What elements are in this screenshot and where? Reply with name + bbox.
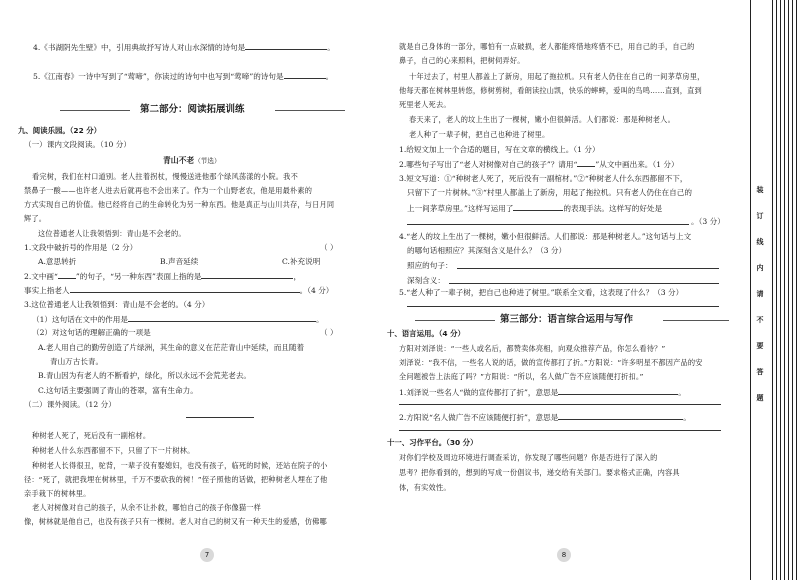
passage-2-cont-line: 十年过去了，村里人都盖上了新房，用起了拖拉机。只有老人仍住在自己的一间茅草房里， <box>409 72 705 81</box>
right-question-5: 5.“老人种了一辈子树，把自己也种进了树里。”联系全文看，这表现了什么？（3 分） <box>399 288 684 297</box>
section-inner-extra-reading: （二）课外阅读。（12 分） <box>24 400 116 409</box>
passage-2-line: 径：“死了，就把我埋在树林里，千万不要砍我的树！”侄子照他的话做，把种树老人埋在了他 <box>24 475 328 484</box>
binding-stripe <box>780 0 781 580</box>
passage-1-line: 方式实现自己的价值。他已经将自己的生命转化为另一种东西。他是真正与山川共存，与日月同 <box>24 200 335 209</box>
q10-sub-1: 1.刘泽说一些名人“做的宣传都打了折”，意思是 。 <box>399 388 686 397</box>
title-answer-line[interactable] <box>186 417 254 418</box>
binding-label: 不 <box>756 316 764 324</box>
section-divider-left <box>415 320 495 321</box>
option-b: B.青山因为有老人的不断看护，绿化，所以永远不会荒芜老去。 <box>38 371 252 380</box>
question-11-heading: 十一、习作平台。（30 分） <box>387 438 478 447</box>
section-inner-text-reading: （一）课内文段阅读。（10 分） <box>24 140 131 149</box>
answer-paren-q1[interactable]: （ ） <box>320 243 338 252</box>
binding-label: 装 <box>756 186 764 194</box>
question-1: 1.文段中破折号的作用是（2 分） <box>24 243 138 252</box>
passage-1-closing: 这位普通老人让我领悟到：青山是不会老的。 <box>38 229 186 238</box>
right-question-1: 1.给短文加上一个合适的题目，写在文章的横线上。（1 分） <box>399 145 600 154</box>
question-9-heading: 九、阅读乐园。（22 分） <box>18 126 102 135</box>
binding-stripe <box>750 0 751 580</box>
binding-stripe <box>772 0 773 580</box>
binding-label: 答 <box>756 368 764 376</box>
passage-2-line: 像，树林就是他自己，也没有孩子只有一棵树。老人对自己的树又有一种天生的爱感，仿佛哪 <box>24 517 327 526</box>
passage-2-line: 种树老人死了，死后没有一副棺材。 <box>32 431 151 440</box>
binding-label: 请 <box>756 290 764 298</box>
right-question-2: 2.哪些句子写出了“老人对树像对自己的孩子”？请用“ ”从文中画出来。（1 分） <box>399 160 679 169</box>
answer-line[interactable] <box>399 430 721 431</box>
section-divider-left <box>60 110 130 111</box>
passage-2-line: 种树老人长得很丑，驼背，一辈子没有娶媳妇，也没有孩子，临死的时候，还站在院子的小 <box>32 461 328 470</box>
question-5: 5.《江南春》一诗中写到了“莺啼”，你读过的诗句中也写到“莺啼”的诗句是 。 <box>33 72 334 81</box>
answer-paren-q3-2[interactable]: （ ） <box>320 328 338 337</box>
right-question-3-line: 上一间茅草房里。”这样写运用了 的表现手法。这样写的好处是 <box>407 204 663 213</box>
passage-2-cont-line: 死里老人死去。 <box>399 100 451 109</box>
binding-stripe <box>784 0 785 580</box>
question-3-2: （2）对这句话的理解正确的一项是 <box>32 328 151 337</box>
passage-1-title: 青山不老（节选） <box>163 156 221 165</box>
passage-2-line: 老人对树像对自己的孩子，从余不让扑救，哪怕自己的孩子你像猫一样 <box>32 503 262 512</box>
answer-line[interactable] <box>449 283 719 284</box>
passage-2-cont-line: 就是自己身体的一部分，哪怕有一点破损，老人都能疼惜地疼惜不已，用自己的手，自己的 <box>399 42 695 51</box>
left-page <box>0 0 385 580</box>
answer-line[interactable] <box>407 224 689 225</box>
right-question-4: 4.“老人的坟上生出了一棵树，嫩小但很鲜活。人们都说：那是种树老人。”这句话与上文 <box>399 232 692 241</box>
option-c: C.补充说明 <box>282 257 321 266</box>
binding-label: 题 <box>756 394 764 402</box>
passage-1-line: 看完树，我们在村口道别。老人拄着拐杖，慢慢送进他那个绿风荡漾的小院。我不 <box>32 172 298 181</box>
passage-1-line: 禁鼻子一酸——也许老人进去后就再也不会出来了。作为一个山野老农，他是用最朴素的 <box>24 186 313 195</box>
answer-line[interactable] <box>407 306 719 307</box>
passage-2-line: 亲手栽下的树林里。 <box>24 489 91 498</box>
option-c: C.这句话主要强调了青山的苍翠，富有生命力。 <box>38 386 198 395</box>
right-question-3-line: 只留下了一片树林。”③“村里人都盖上了新房，用起了拖拉机。只有老人仍住在自己的 <box>407 188 692 197</box>
binding-label: 内 <box>756 264 764 272</box>
passage-2-line: 种树老人什么东西都留不下，只留了下一片树林。 <box>32 446 195 455</box>
passage-1-line: 辉了。 <box>24 214 47 223</box>
right-page <box>385 0 747 580</box>
meaning-label: 深刻含义： <box>407 276 445 285</box>
section2-title: 第二部分：阅读拓展训练 <box>140 104 245 115</box>
binding-label: 订 <box>756 212 764 220</box>
dialog-line: 全问题被告上法庭了吗？”方阳说：“所以，名人做广告不应该随便打折扣。” <box>399 372 644 381</box>
option-b: B.声音延续 <box>160 257 199 266</box>
question-4: 4.《书湖阴先生壁》中，引用典故抒写诗人对山水深情的诗句是 。 <box>33 43 335 52</box>
essay-prompt-line: 体，有实效性。 <box>399 483 451 492</box>
dialog-line: 刘泽说：“我不信，一些名人说的话，做的宣传都打了折。”方阳说：“许多明星不都因产品的安 <box>399 358 703 367</box>
option-a: A.意思转折 <box>38 257 77 266</box>
binding-stripe <box>792 0 793 580</box>
page-number: 8 <box>557 548 571 562</box>
dialog-line: 方阳对刘泽说：“一些人或名后，都赞卖体亮相，向观众推荐产品，你怎么看待？” <box>399 344 666 353</box>
binding-stripe <box>796 0 797 580</box>
section-divider-right <box>663 320 729 321</box>
option-a-continued: 青山万古长青。 <box>50 357 104 366</box>
essay-prompt-line: 对你们学校及周边环境进行调查采访，你发现了哪些问题？你是否进行了深入的 <box>399 453 658 462</box>
question-2: 2.文中画“ ”的句子，“另一种东西”表面上指的是 ， <box>24 272 302 281</box>
page-number: 7 <box>200 548 214 562</box>
right-question-4-line: 的哪句话相照应？其深刻含义是什么？（3 分） <box>407 246 567 255</box>
refer-sentence-label: 照应的句子： <box>407 261 453 270</box>
answer-line[interactable] <box>399 404 721 405</box>
passage-2-cont-line: 鼻子，自己的心来照料，把树伺弄好。 <box>399 56 525 65</box>
binding-stripe <box>788 0 789 580</box>
passage-2-cont-line: 老人种了一辈子树，把自己也种进了树里。 <box>409 130 550 139</box>
binding-stripe <box>776 0 777 580</box>
question-10-heading: 十、语言运用。（4 分） <box>387 329 465 338</box>
essay-prompt-line: 思考？把你看到的，想到的写成一份倡议书，递交给有关部门。要求格式正确，内容具 <box>399 468 680 477</box>
section3-title: 第三部分：语言综合运用与写作 <box>500 314 634 325</box>
score-note: 。（3 分） <box>691 217 725 226</box>
binding-label: 要 <box>756 342 764 350</box>
q10-sub-2: 2.方阳说“名人做广告不应该随便打折”，意思是 。 <box>399 413 691 422</box>
passage-2-cont-line: 他每天都在树林里转悠，修树剪树，看朗读拉山凯，快乐的蟀蟀，爱叫的鸟鸣……直到，直到 <box>399 86 702 95</box>
question-2-continued: 事实上指老人 。（4 分） <box>24 286 334 295</box>
section-divider-right <box>275 110 345 111</box>
binding-label: 线 <box>756 238 764 246</box>
question-3-1: （1）这句话在文中的作用是 。 <box>32 315 324 324</box>
passage-2-cont-line: 春天来了，老人的坟上生出了一棵树，嫩小但很鲜活。人们都说：那是种树老人。 <box>409 115 675 124</box>
question-3: 3.这位普通老人让我领悟到：青山是不会老的。（4 分） <box>24 300 210 309</box>
option-a: A.老人用自己的勤劳创造了片绿洲，其生命的意义在茫茫青山中延续，而且随着 <box>38 343 305 352</box>
answer-line[interactable] <box>457 268 719 269</box>
right-question-3: 3.短文写道：①“种树老人死了，死后没有一副棺材。”②“种树老人什么东西都留不下， <box>399 174 688 183</box>
